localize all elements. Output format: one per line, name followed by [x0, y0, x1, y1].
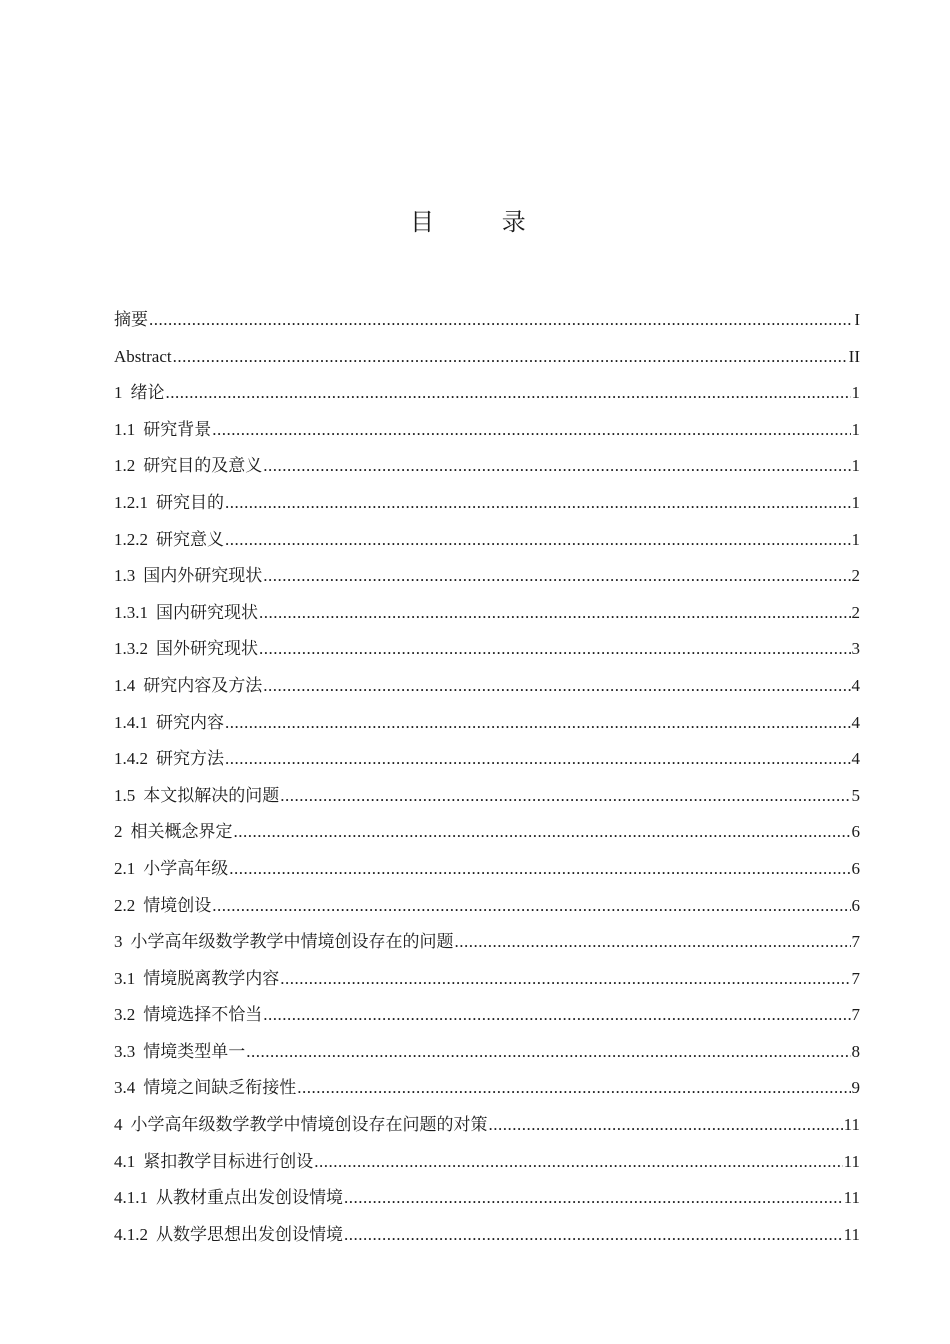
dot-leader	[263, 564, 850, 588]
dot-leader	[234, 820, 851, 844]
toc-entry-label: 情境创设	[143, 895, 212, 915]
toc-entry-page-number: 5	[851, 785, 860, 805]
toc-entry-page-number: 9	[851, 1078, 860, 1098]
toc-entry-label: 国外研究现状	[156, 639, 258, 659]
dot-leader	[314, 1150, 842, 1174]
toc-entry-number: 4.1	[114, 1151, 136, 1171]
toc-entry-label: 情境类型单一	[143, 1041, 246, 1061]
toc-entry[interactable]	[114, 967, 860, 1004]
toc-entry-number: 1.5	[114, 785, 136, 805]
toc-entry-page-number: 7	[851, 1005, 860, 1025]
toc-entry-page-number: 2	[851, 602, 860, 622]
toc-entry-page-number: 1	[851, 419, 860, 439]
dot-leader	[259, 637, 851, 661]
dot-leader	[344, 1186, 843, 1210]
toc-title: 目 录	[410, 208, 556, 237]
toc-entry-number: 2.1	[114, 858, 136, 878]
toc-entry-label: 研究意义	[156, 529, 224, 549]
dot-leader	[259, 601, 851, 625]
toc-entry[interactable]	[114, 601, 860, 638]
dot-leader	[280, 784, 850, 808]
dot-leader	[212, 894, 850, 918]
toc-entry[interactable]	[114, 711, 860, 748]
toc-entry-label: 情境之间缺乏衔接性	[143, 1078, 297, 1098]
toc-entry-page-number: 8	[851, 1041, 860, 1061]
toc-entry-page-number: 4	[851, 712, 860, 732]
toc-entry-label: 本文拟解决的问题	[143, 785, 280, 805]
toc-entry-page-number: 4	[851, 675, 860, 695]
toc-entry-number: 1.4.1	[114, 712, 148, 732]
dot-leader	[246, 1040, 850, 1064]
dot-leader	[263, 1003, 850, 1027]
toc-entry[interactable]	[114, 1076, 860, 1113]
toc-entry[interactable]	[114, 491, 860, 528]
toc-entry-number: 1.2.1	[114, 492, 148, 512]
toc-entry-number: 3.1	[114, 968, 136, 988]
dot-leader	[225, 711, 851, 735]
toc-entry-page-number: 7	[851, 968, 860, 988]
toc-entry[interactable]	[114, 747, 860, 784]
toc-entry[interactable]	[114, 1150, 860, 1187]
toc-entry[interactable]	[114, 930, 860, 967]
toc-entry-number: 2.2	[114, 895, 136, 915]
toc-entry-page-number: 6	[851, 895, 860, 915]
dot-leader	[455, 930, 851, 954]
toc-entry-number: 1.1	[114, 419, 136, 439]
toc-entry-label: 小学高年级	[143, 858, 229, 878]
toc-entry-number: 1.2	[114, 456, 136, 476]
toc-entry-number: 1	[114, 383, 123, 403]
toc-entry[interactable]	[114, 418, 860, 455]
toc-entry-page-number: 1	[851, 529, 860, 549]
dot-leader	[225, 491, 851, 515]
toc-entry[interactable]	[114, 1113, 860, 1150]
toc-entry-label: 研究方法	[156, 749, 224, 769]
toc-entry[interactable]	[114, 1040, 860, 1077]
toc-entry-page-number: 3	[851, 639, 860, 659]
toc-entry-page-number: II	[848, 346, 860, 366]
toc-entry-label: 从数学思想出发创设情境	[156, 1224, 343, 1244]
dot-leader	[280, 967, 850, 991]
toc-entry[interactable]	[114, 857, 860, 894]
toc-entry[interactable]	[114, 1003, 860, 1040]
toc-entry-number: 1.2.2	[114, 529, 148, 549]
toc-entry-number: 1.4.2	[114, 749, 148, 769]
toc-entry-number: 4.1.2	[114, 1224, 148, 1244]
toc-entry-number: 3.3	[114, 1041, 136, 1061]
toc-entry-label: 国内研究现状	[156, 602, 258, 622]
toc-entry-page-number: 11	[843, 1115, 860, 1135]
toc-entry[interactable]	[114, 454, 860, 491]
toc-entry[interactable]	[114, 308, 860, 345]
toc-entry-number: 1.3	[114, 566, 136, 586]
toc-entry-page-number: 1	[851, 456, 860, 476]
toc-entry[interactable]	[114, 674, 860, 711]
toc-entry[interactable]	[114, 637, 860, 674]
dot-leader	[489, 1113, 843, 1137]
toc-entry-label: 研究内容及方法	[143, 675, 263, 695]
toc-entry-label: 紧扣教学目标进行创设	[143, 1151, 314, 1171]
dot-leader	[149, 308, 853, 332]
dot-leader	[263, 674, 850, 698]
toc-entry-label: 情境脱离教学内容	[143, 968, 280, 988]
toc-entry-label: 从教材重点出发创设情境	[156, 1188, 343, 1208]
toc-entry-number: 3	[114, 932, 123, 952]
toc-entry[interactable]	[114, 1186, 860, 1223]
toc-entry-label: Abstract	[114, 346, 172, 366]
toc-entry-label: 小学高年级数学教学中情境创设存在的问题	[130, 932, 454, 952]
toc-entry-label: 绪论	[130, 383, 165, 403]
dot-leader	[166, 381, 851, 405]
dot-leader	[229, 857, 850, 881]
toc-entry[interactable]	[114, 820, 860, 857]
dot-leader	[344, 1223, 843, 1247]
toc-entry-label: 情境选择不恰当	[143, 1005, 263, 1025]
dot-leader	[173, 345, 848, 369]
dot-leader	[297, 1076, 850, 1100]
toc-entry-label: 研究目的及意义	[143, 456, 263, 476]
toc-entry-label: 国内外研究现状	[143, 566, 263, 586]
toc-entry-page-number: 6	[851, 858, 860, 878]
toc-entry-number: 4.1.1	[114, 1188, 148, 1208]
toc-entry[interactable]	[114, 894, 860, 931]
toc-entry-page-number: 1	[851, 492, 860, 512]
toc-entry-number: 4	[114, 1115, 123, 1135]
toc-entry-page-number: 2	[851, 566, 860, 586]
toc-list	[114, 308, 860, 1259]
toc-entry-number: 1.4	[114, 675, 136, 695]
toc-entry[interactable]	[114, 784, 860, 821]
toc-entry-label: 研究内容	[156, 712, 224, 732]
toc-entry-page-number: 6	[851, 822, 860, 842]
toc-entry-page-number: 11	[843, 1151, 860, 1171]
toc-entry-page-number: 4	[851, 749, 860, 769]
toc-entry-label: 摘要	[114, 310, 148, 329]
toc-entry-number: 3.2	[114, 1005, 136, 1025]
toc-entry-page-number: 7	[851, 932, 860, 952]
toc-entry-number: 1.3.1	[114, 602, 148, 622]
dot-leader	[225, 747, 851, 771]
toc-entry-page-number: 11	[843, 1224, 860, 1244]
toc-entry-label: 小学高年级数学教学中情境创设存在问题的对策	[130, 1115, 488, 1135]
dot-leader	[212, 418, 850, 442]
dot-leader	[263, 454, 850, 478]
dot-leader	[225, 528, 851, 552]
toc-entry[interactable]	[114, 564, 860, 601]
toc-entry-number: 3.4	[114, 1078, 136, 1098]
toc-entry-page-number: 1	[851, 383, 860, 403]
toc-entry-page-number: 11	[843, 1188, 860, 1208]
toc-entry-label: 相关概念界定	[130, 822, 233, 842]
toc-entry-label: 研究目的	[156, 492, 224, 512]
toc-entry[interactable]	[114, 345, 860, 382]
toc-entry-number: 1.3.2	[114, 639, 148, 659]
toc-entry[interactable]	[114, 1223, 860, 1260]
toc-entry-label: 研究背景	[143, 419, 212, 439]
toc-entry[interactable]	[114, 381, 860, 418]
toc-entry-page-number: I	[854, 310, 860, 329]
toc-entry-number: 2	[114, 822, 123, 842]
toc-entry[interactable]	[114, 528, 860, 565]
